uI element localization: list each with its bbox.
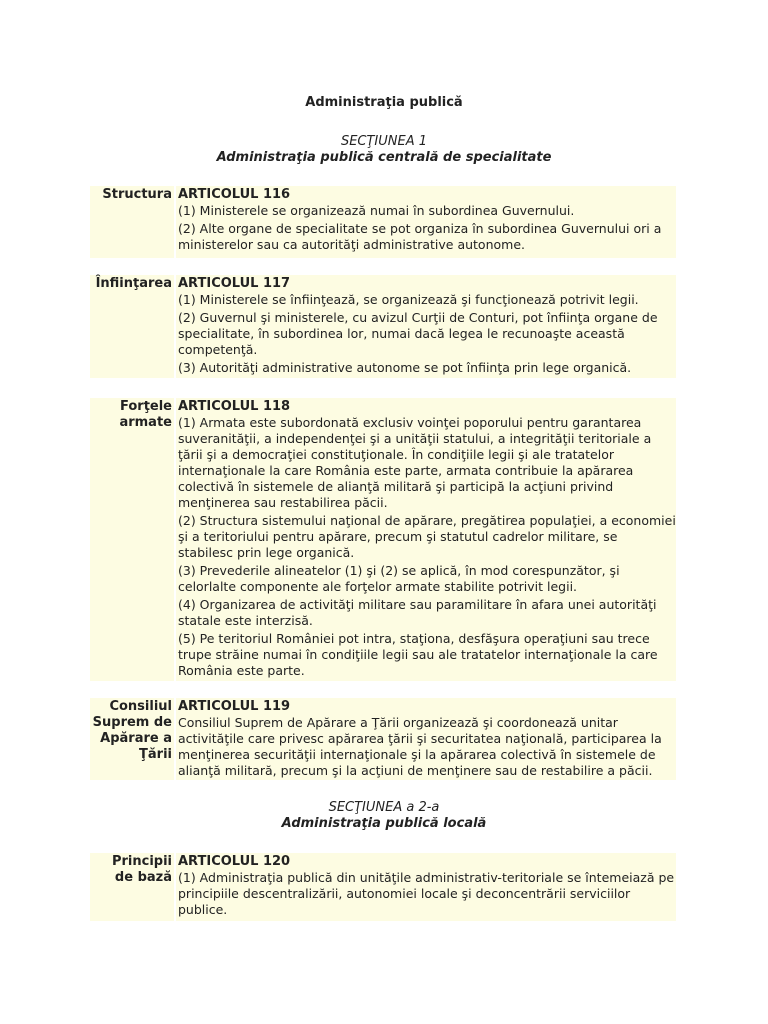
article-paragraph: (2) Alte organe de specialitate se pot organiza în subordinea Guvernului ori a ministerelor sau ca autorităţi administrative autonome.	[178, 221, 662, 252]
article-title: ARTICOLUL 117	[178, 276, 291, 291]
article-side-label: Forţele armate	[90, 398, 174, 681]
article-paragraph: (1) Armata este subordonată exclusiv voinţei poporului pentru garantarea suveranităţii, a independenţei şi a unităţii statului, a integrităţii teritoriale a ţării şi a democraţiei constituţionale. În condiţiile legii şi ale tratatelor internaţionale la care România este parte, armata contribuie la apărarea colectivă în sistemele de alianţă militară şi participă la acţiuni privind menţinerea sau restabilirea păcii.	[178, 415, 652, 510]
article-side-label: Structura	[90, 186, 174, 258]
article-title: ARTICOLUL 120	[178, 854, 291, 869]
section-number: SECŢIUNEA a 2-a	[328, 800, 440, 815]
article-body	[176, 398, 676, 681]
article-paragraph: Consiliul Suprem de Apărare a Ţării organizează şi coordonează unitar activităţile care privesc apărarea ţării şi securitatea naţională, participarea la menţinerea securităţii internaţionale şi la apărarea colectivă în sistemele de alianţă militară, precum şi la acţiuni de menţinere sau de restabilire a păcii.	[178, 715, 662, 778]
article-paragraph: (4) Organizarea de activităţi militare sau paramilitare în afara unei autorităţi statale este interzisă.	[178, 597, 657, 628]
article-side-label: Consiliul Suprem de Apărare a Ţării	[90, 698, 174, 780]
section-name: Administraţia publică centrală de specialitate	[216, 150, 552, 165]
article-body	[176, 698, 676, 780]
article-paragraph: (2) Guvernul şi ministerele, cu avizul Curţii de Conturi, pot înfiinţa organe de specialitate, în subordinea lor, numai dacă legea le recunoaşte această competenţă.	[178, 310, 658, 357]
section-name: Administraţia publică locală	[281, 816, 487, 831]
article-block	[90, 698, 676, 780]
article-paragraph: (3) Autorităţi administrative autonome se pot înfiinţa prin lege organică.	[178, 360, 632, 375]
page-title: Administraţia publică	[305, 95, 463, 110]
article-block	[90, 275, 676, 378]
article-paragraph: (5) Pe teritoriul României pot intra, staţiona, desfăşura operaţiuni sau trece trupe străine numai în condiţiile legii sau ale tratatelor internaţionale la care România este parte.	[178, 631, 658, 678]
article-block	[90, 186, 676, 258]
article-paragraph: (3) Prevederile alineatelor (1) şi (2) se aplică, în mod corespunzător, şi celorlalte componente ale forţelor armate stabilite potrivit legii.	[178, 563, 620, 594]
article-body	[176, 186, 676, 258]
article-block	[90, 398, 676, 681]
section-heading	[0, 134, 768, 166]
article-title: ARTICOLUL 119	[178, 699, 291, 714]
article-paragraph: (2) Structura sistemului naţional de apărare, pregătirea populaţiei, a economiei şi a teritoriului pentru apărare, precum şi statutul cadrelor militare, se stabilesc prin lege organică.	[178, 513, 676, 560]
article-paragraph: (1) Ministerele se înfiinţează, se organizează şi funcţionează potrivit legii.	[178, 292, 639, 307]
article-title: ARTICOLUL 116	[178, 187, 291, 202]
article-body	[176, 275, 676, 378]
article-side-label: Înfiinţarea	[90, 275, 174, 378]
article-paragraph: (1) Ministerele se organizează numai în subordinea Guvernului.	[178, 203, 575, 218]
section-number: SECŢIUNEA 1	[340, 134, 428, 149]
article-paragraph: (1) Administraţia publică din unităţile administrativ-teritoriale se întemeiază pe principiile descentralizării, autonomiei locale şi deconcentrării serviciilor publice.	[178, 870, 675, 917]
article-body	[176, 853, 676, 921]
article-block	[90, 853, 676, 921]
section-heading	[0, 800, 768, 832]
article-side-label: Principii de bază	[90, 853, 174, 921]
article-title: ARTICOLUL 118	[178, 399, 291, 414]
